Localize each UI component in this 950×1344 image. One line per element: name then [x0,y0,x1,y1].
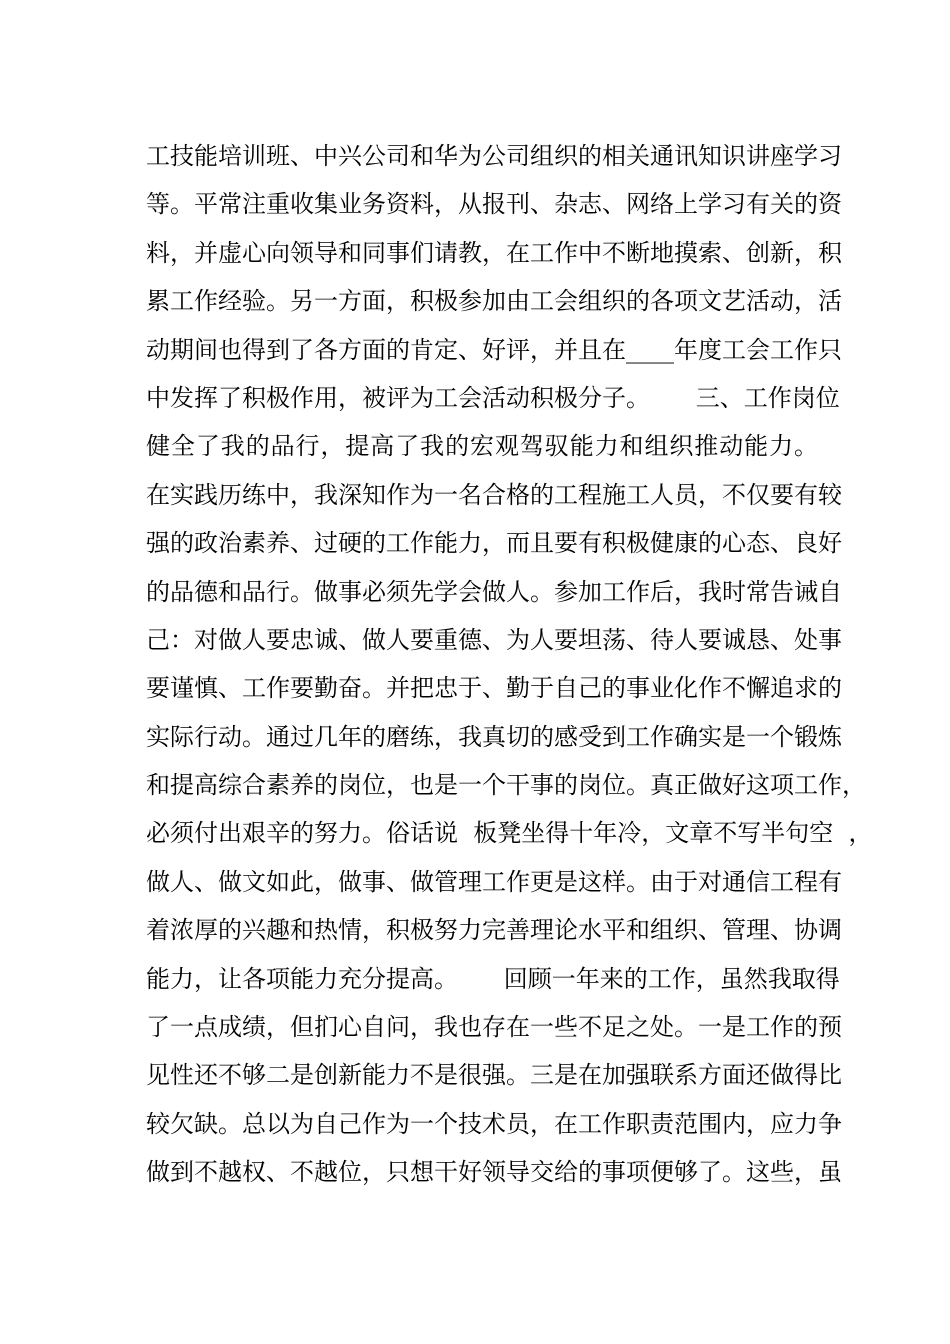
text-line: 工技能培训班、中兴公司和华为公司组织的相关通讯知识讲座学习 [146,142,842,170]
text-line: 的品德和品行。做事必须先学会做人。参加工作后，我时常告诫自 [146,577,842,606]
body-text [146,132,873,1197]
text-line: 了一点成绩，但扪心自问，我也存在一些不足之处。一是工作的预 [146,1013,842,1042]
text-line: 动期间也得到了各方面的肯定、好评，并且在____年度工会工作只 [146,335,842,364]
text-line: 料，并虚心向领导和同事们请教，在工作中不断地摸索、创新，积 [146,238,842,267]
text-line: 较欠缺。总以为自己作为一个技术员，在工作职责范围内，应力争 [146,1109,842,1138]
text-line: 见性还不够二是创新能力不是很强。三是在加强联系方面还做得比 [146,1061,842,1090]
text-line: 在实践历练中，我深知作为一名合格的工程施工人员，不仅要有较 [146,480,842,509]
text-line: 着浓厚的兴趣和热情，积极努力完善理论水平和组织、管理、协调 [146,916,842,945]
text-line: 要谨慎、工作要勤奋。并把忠于、勤于自己的事业化作不懈追求的 [146,674,842,703]
text-line: 必须付出艰辛的努力。俗话说 板凳坐得十年冷，文章不写半句空 ， [146,819,873,848]
text-line: 健全了我的品行，提高了我的宏观驾驭能力和组织推动能力。 [146,432,818,461]
text-line: 能力，让各项能力充分提高。 回顾一年来的工作，虽然我取得 [146,964,840,993]
text-line: 己：对做人要忠诚、做人要重德、为人要坦荡、待人要诚恳、处事 [146,625,842,654]
text-line: 做人、做文如此，做事、做管理工作更是这样。由于对通信工程有 [146,867,842,896]
text-line: 和提高综合素养的岗位，也是一个干事的岗位。真正做好这项工作， [146,771,866,800]
text-line: 累工作经验。另一方面，积极参加由工会组织的各项文艺活动，活 [146,287,842,316]
text-line: 实际行动。通过几年的磨练，我真切的感受到工作确实是一个锻炼 [146,722,842,751]
text-line: 等。平常注重收集业务资料，从报刊、杂志、网络上学习有关的资 [146,190,842,219]
text-line: 中发挥了积极作用，被评为工会活动积极分子。 三、工作岗位 [146,383,840,412]
text-line: 强的政治素养、过硬的工作能力，而且要有积极健康的心态、良好 [146,529,842,558]
text-line: 做到不越权、不越位，只想干好领导交给的事项便够了。这些，虽 [146,1158,842,1187]
